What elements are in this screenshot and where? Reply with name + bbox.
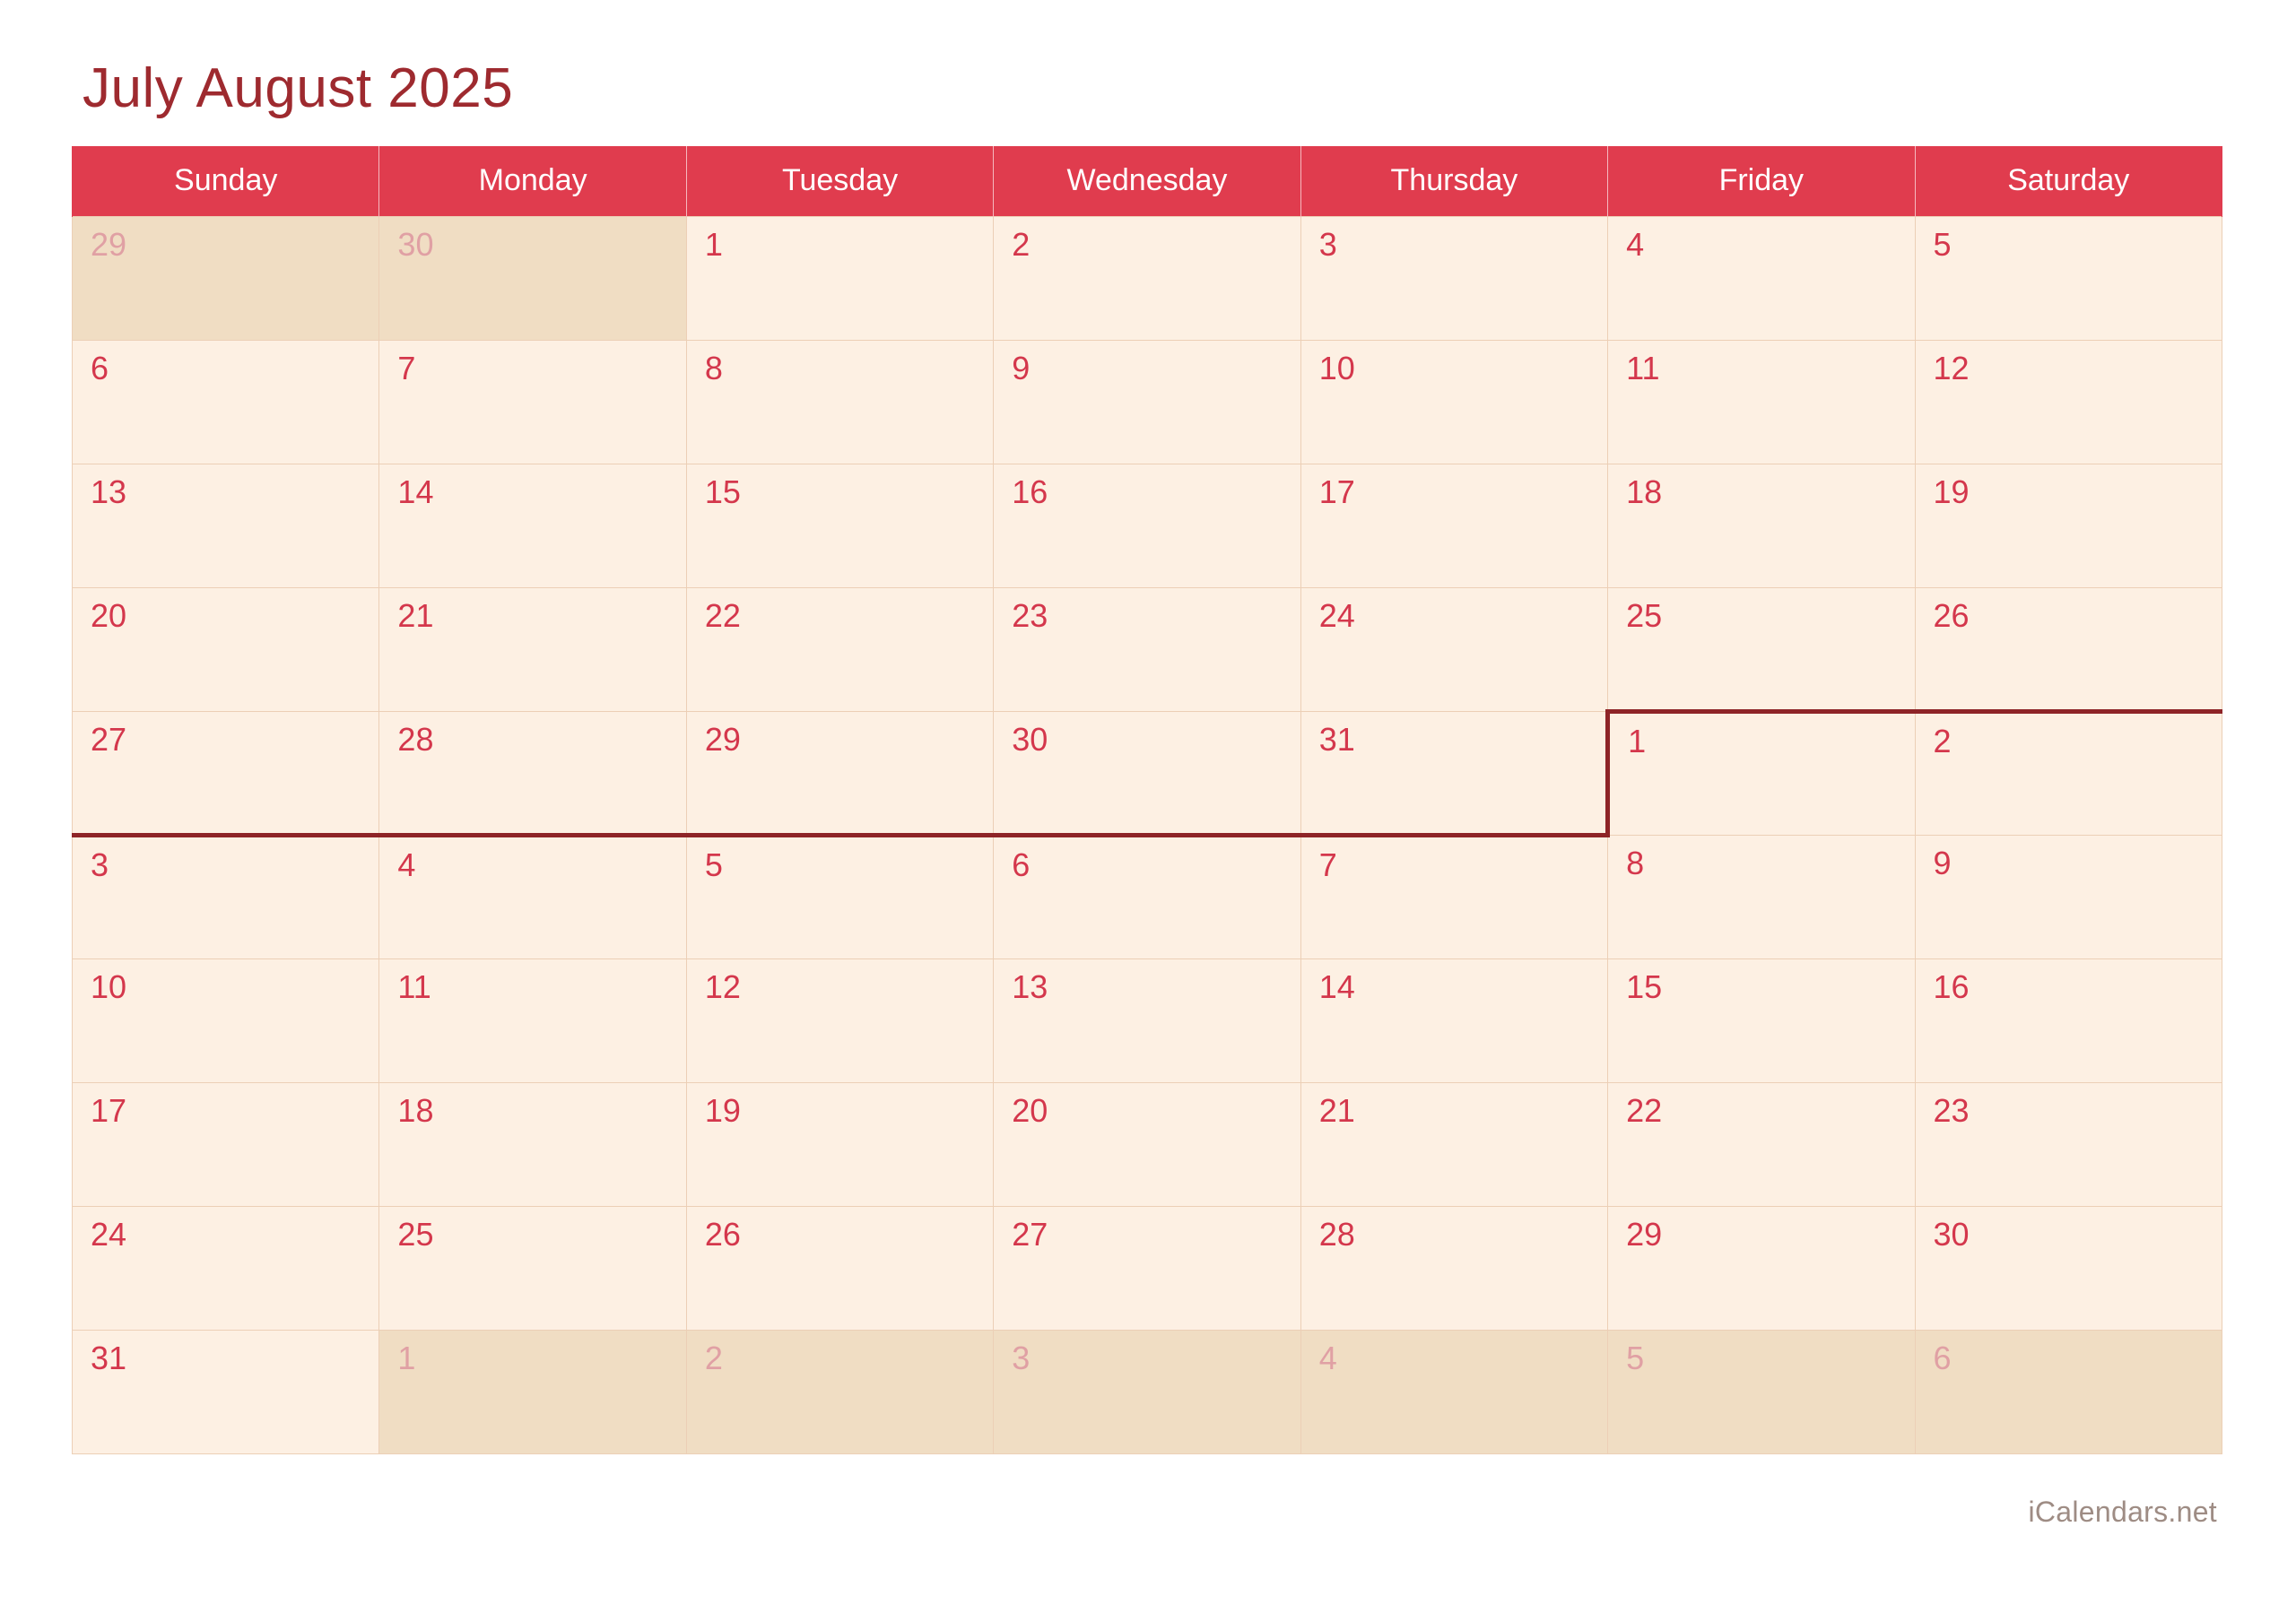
calendar-day-cell[interactable]: 23 (1915, 1082, 2222, 1206)
calendar-day-cell[interactable]: 12 (1915, 340, 2222, 464)
calendar-day-cell[interactable]: 6 (73, 340, 379, 464)
calendar-week-row (73, 958, 2222, 1082)
calendar-week-row (73, 1206, 2222, 1330)
calendar-day-cell[interactable]: 17 (73, 1082, 379, 1206)
calendar-day-cell[interactable]: 28 (379, 711, 686, 835)
calendar-day-cell[interactable]: 2 (1915, 711, 2222, 835)
calendar-body (73, 216, 2222, 1453)
calendar-day-cell[interactable]: 2 (994, 216, 1300, 340)
calendar-day-cell[interactable]: 4 (379, 835, 686, 958)
calendar-day-cell[interactable]: 26 (1915, 587, 2222, 711)
weekday-header-sunday: Sunday (73, 146, 379, 216)
calendar-day-cell[interactable]: 30 (1915, 1206, 2222, 1330)
calendar-day-cell[interactable]: 3 (1300, 216, 1607, 340)
calendar-day-cell[interactable]: 5 (1915, 216, 2222, 340)
calendar-day-cell[interactable]: 6 (994, 835, 1300, 958)
calendar-day-cell[interactable]: 30 (994, 711, 1300, 835)
calendar-day-cell[interactable]: 7 (379, 340, 686, 464)
weekday-header-friday: Friday (1608, 146, 1915, 216)
calendar-day-cell[interactable]: 11 (379, 958, 686, 1082)
calendar-week-row (73, 1330, 2222, 1453)
calendar-day-cell[interactable]: 24 (1300, 587, 1607, 711)
calendar-day-cell[interactable]: 26 (686, 1206, 993, 1330)
calendar-day-cell[interactable]: 1 (379, 1330, 686, 1453)
calendar-week-row (73, 340, 2222, 464)
calendar-week-row (73, 216, 2222, 340)
calendar-day-cell[interactable]: 27 (73, 711, 379, 835)
calendar-day-cell[interactable]: 19 (1915, 464, 2222, 587)
calendar-week-row (73, 464, 2222, 587)
calendar-day-cell[interactable]: 8 (686, 340, 993, 464)
calendar-day-cell[interactable]: 10 (73, 958, 379, 1082)
calendar-day-cell[interactable]: 7 (1300, 835, 1607, 958)
calendar-day-cell[interactable]: 22 (1608, 1082, 1915, 1206)
calendar-day-cell[interactable]: 3 (994, 1330, 1300, 1453)
calendar-week-row (73, 711, 2222, 835)
weekday-header-saturday: Saturday (1915, 146, 2222, 216)
calendar-day-cell[interactable]: 25 (379, 1206, 686, 1330)
calendar-day-cell[interactable]: 1 (1608, 711, 1915, 835)
calendar-day-cell[interactable]: 31 (73, 1330, 379, 1453)
calendar-day-cell[interactable]: 30 (379, 216, 686, 340)
calendar-day-cell[interactable]: 19 (686, 1082, 993, 1206)
calendar-day-cell[interactable]: 16 (1915, 958, 2222, 1082)
calendar-header-row (73, 146, 2222, 216)
calendar-day-cell[interactable]: 21 (379, 587, 686, 711)
calendar-day-cell[interactable]: 1 (686, 216, 993, 340)
calendar-day-cell[interactable]: 18 (1608, 464, 1915, 587)
calendar-day-cell[interactable]: 10 (1300, 340, 1607, 464)
calendar-day-cell[interactable]: 23 (994, 587, 1300, 711)
calendar-day-cell[interactable]: 4 (1300, 1330, 1607, 1453)
calendar-week-row (73, 587, 2222, 711)
weekday-header-tuesday: Tuesday (686, 146, 993, 216)
calendar-day-cell[interactable]: 29 (73, 216, 379, 340)
calendar-day-cell[interactable]: 18 (379, 1082, 686, 1206)
page-title: July August 2025 (83, 57, 514, 119)
calendar-day-cell[interactable]: 28 (1300, 1206, 1607, 1330)
calendar-day-cell[interactable]: 25 (1608, 587, 1915, 711)
calendar-day-cell[interactable]: 9 (1915, 835, 2222, 958)
footer-branding: iCalendars.net (2028, 1496, 2217, 1528)
weekday-header-wednesday: Wednesday (994, 146, 1300, 216)
calendar-day-cell[interactable]: 14 (379, 464, 686, 587)
calendar-day-cell[interactable]: 5 (1608, 1330, 1915, 1453)
weekday-header-monday: Monday (379, 146, 686, 216)
calendar-day-cell[interactable]: 9 (994, 340, 1300, 464)
calendar-day-cell[interactable]: 29 (686, 711, 993, 835)
calendar-day-cell[interactable]: 20 (73, 587, 379, 711)
calendar-day-cell[interactable]: 2 (686, 1330, 993, 1453)
calendar-day-cell[interactable]: 31 (1300, 711, 1607, 835)
calendar-day-cell[interactable]: 3 (73, 835, 379, 958)
calendar-day-cell[interactable]: 13 (994, 958, 1300, 1082)
calendar-day-cell[interactable]: 17 (1300, 464, 1607, 587)
calendar-day-cell[interactable]: 16 (994, 464, 1300, 587)
calendar-day-cell[interactable]: 8 (1608, 835, 1915, 958)
calendar-day-cell[interactable]: 13 (73, 464, 379, 587)
weekday-header-thursday: Thursday (1300, 146, 1607, 216)
calendar-day-cell[interactable]: 21 (1300, 1082, 1607, 1206)
calendar-day-cell[interactable]: 5 (686, 835, 993, 958)
calendar-day-cell[interactable]: 22 (686, 587, 993, 711)
calendar-day-cell[interactable]: 20 (994, 1082, 1300, 1206)
calendar-day-cell[interactable]: 11 (1608, 340, 1915, 464)
calendar-day-cell[interactable]: 24 (73, 1206, 379, 1330)
calendar-table (72, 146, 2222, 1454)
calendar-day-cell[interactable]: 15 (1608, 958, 1915, 1082)
calendar-day-cell[interactable]: 27 (994, 1206, 1300, 1330)
calendar-day-cell[interactable]: 29 (1608, 1206, 1915, 1330)
calendar-day-cell[interactable]: 15 (686, 464, 993, 587)
calendar-week-row (73, 835, 2222, 958)
calendar-day-cell[interactable]: 6 (1915, 1330, 2222, 1453)
calendar-day-cell[interactable]: 4 (1608, 216, 1915, 340)
calendar-day-cell[interactable]: 12 (686, 958, 993, 1082)
calendar-week-row (73, 1082, 2222, 1206)
calendar-day-cell[interactable]: 14 (1300, 958, 1607, 1082)
